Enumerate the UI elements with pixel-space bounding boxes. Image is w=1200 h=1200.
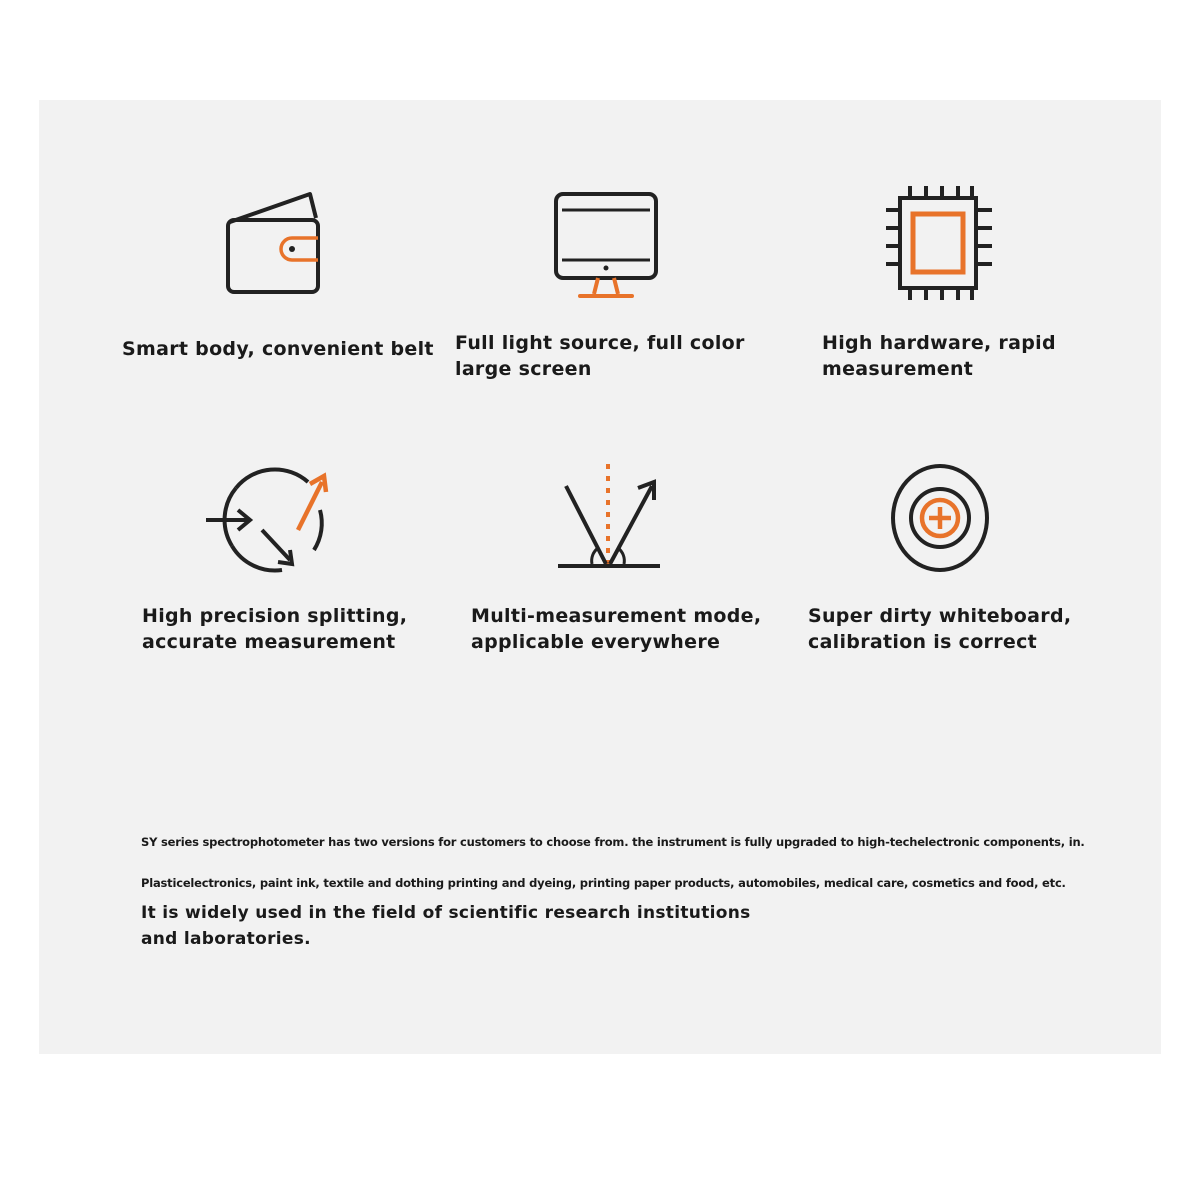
cycle-arrows-icon xyxy=(202,460,332,580)
feature-label: High hardware, rapid measurement xyxy=(822,332,1056,380)
chip-icon xyxy=(884,184,994,304)
description-line-3: It is widely used in the field of scientific research institutions and laboratories. xyxy=(141,903,751,949)
target-plus-icon xyxy=(888,462,992,574)
feature-label: Super dirty whiteboard, calibration is correct xyxy=(808,605,1072,653)
feature-label: Full light source, full color large screen xyxy=(455,332,745,380)
feature-label: Smart body, convenient belt xyxy=(122,338,434,360)
reflection-angle-icon xyxy=(554,460,664,572)
description-line-2: Plasticelectronics, paint ink, textile and dothing printing and dyeing, printing paper products, automobiles, medical care, cosmetics and food, etc. xyxy=(141,876,1066,890)
wallet-icon xyxy=(222,188,326,298)
feature-label: Multi-measurement mode, applicable everywhere xyxy=(471,605,762,653)
monitor-icon xyxy=(552,190,662,302)
feature-label: High precision splitting, accurate measurement xyxy=(142,605,408,653)
description-line-1: SY series spectrophotometer has two versions for customers to choose from. the instrument is fully upgraded to high-techelectronic components, in. xyxy=(141,835,1085,849)
